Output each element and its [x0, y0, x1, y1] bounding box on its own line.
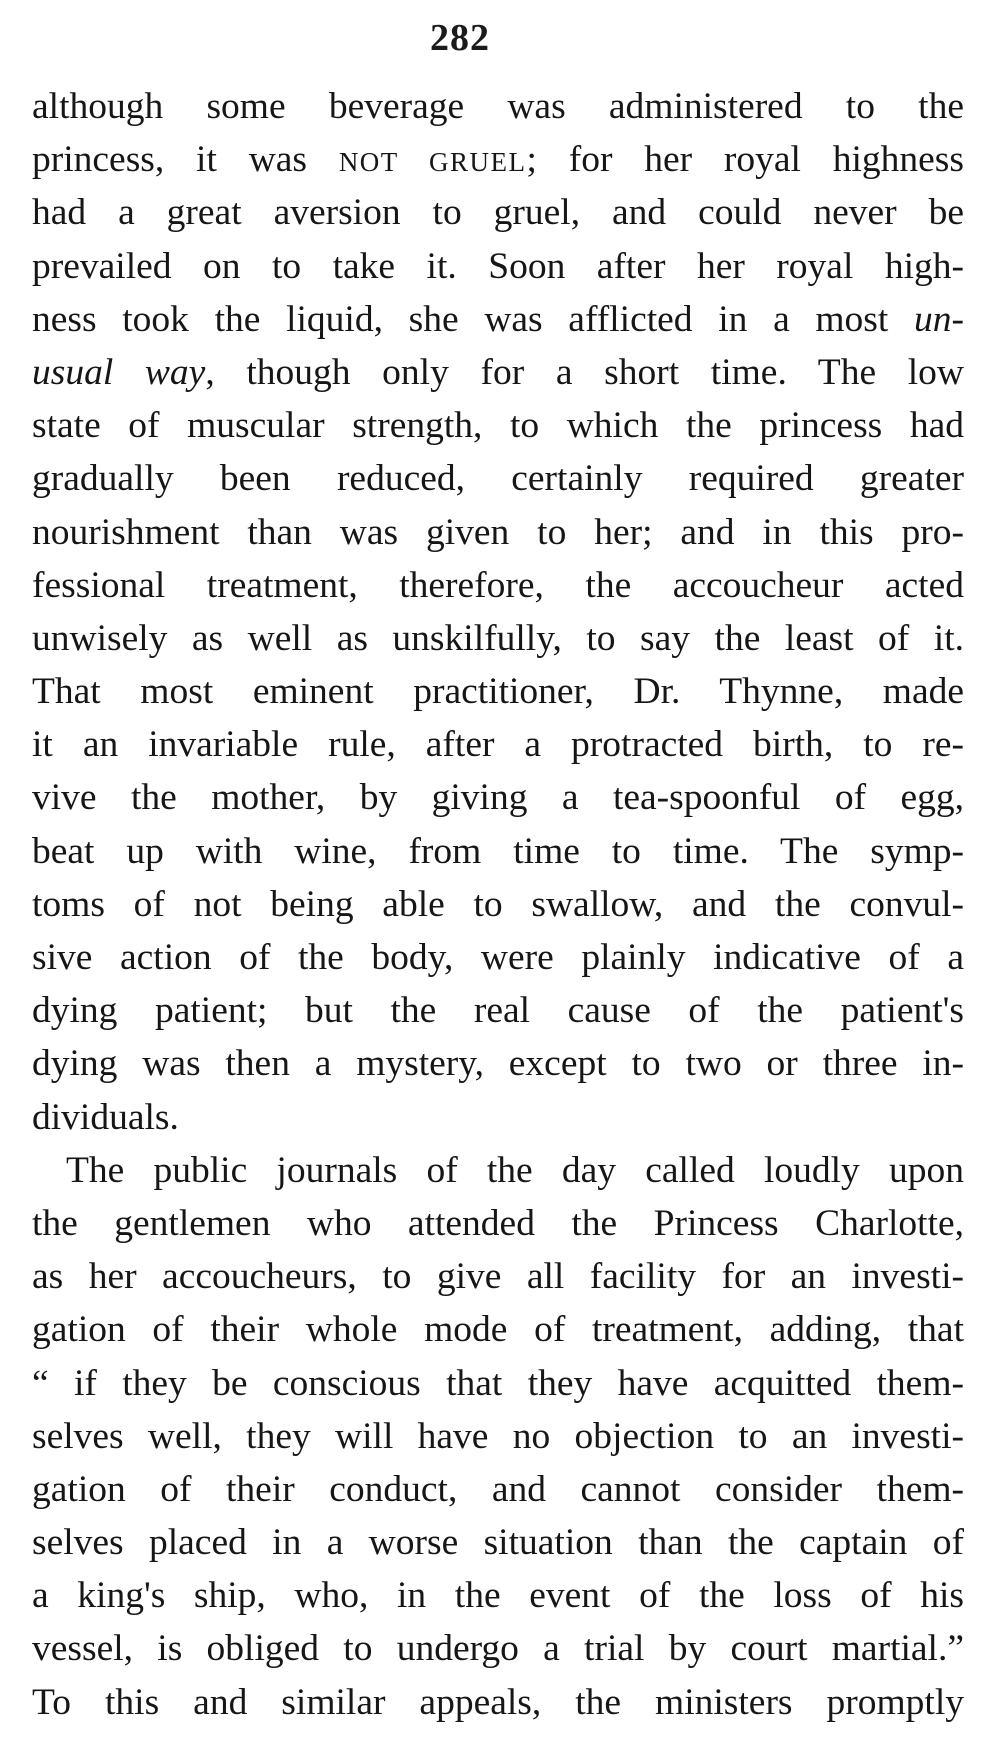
italic-emphasis: un- — [914, 298, 964, 340]
text-fragment: princess, it was — [32, 139, 339, 181]
text-line: nourishment than was given to her; and in this pro- — [32, 511, 964, 553]
text-fragment: ness took the liquid, she was afflicted in a most — [32, 298, 914, 340]
text-line: dividuals. — [32, 1096, 179, 1138]
text-line: unwisely as well as unskilfully, to say the least of it. — [32, 617, 964, 659]
text-line: gation of their conduct, and cannot consider them- — [32, 1468, 964, 1510]
text-fragment: ; for her royal highness — [526, 139, 964, 181]
text-line: state of muscular strength, to which the princess had — [32, 405, 964, 447]
text-line: selves well, they will have no objection to an investi- — [32, 1415, 964, 1457]
text-line: sive action of the body, were plainly indicative of a — [32, 937, 964, 978]
text-line: To this and similar appeals, the ministers promptly — [32, 1681, 964, 1723]
text-line: selves placed in a worse situation than the captain of — [32, 1522, 964, 1564]
text-line: gradually been reduced, certainly required greater — [32, 458, 964, 500]
text-line: The public journals of the day called loudly upon — [66, 1149, 964, 1191]
text-line: prevailed on to take it. Soon after her royal high- — [32, 245, 964, 287]
paragraph — [32, 1144, 964, 1729]
text-line: toms of not being able to swallow, and the convul- — [32, 883, 964, 925]
small-caps-emphasis: NOT GRUEL — [338, 147, 527, 178]
text-line: as her accoucheurs, to give all facility for an investi- — [32, 1256, 964, 1298]
text-line: dying was then a mystery, except to two or three in- — [32, 1043, 964, 1085]
page-number: 282 — [430, 17, 490, 59]
text-line: a king's ship, who, in the event of the loss of his — [32, 1575, 964, 1617]
text-line: it an invariable rule, after a protracted birth, to re- — [32, 724, 964, 766]
text-line: the gentlemen who attended the Princess Charlotte, — [32, 1202, 964, 1244]
paragraph — [32, 80, 964, 1144]
text-line: had a great aversion to gruel, and could never be — [32, 192, 964, 234]
text-line: vive the mother, by giving a tea-spoonful of egg, — [32, 777, 964, 819]
italic-emphasis: usual way — [32, 351, 206, 393]
text-line — [32, 293, 964, 346]
text-line — [32, 346, 964, 399]
text-line — [32, 133, 964, 186]
text-line: although some beverage was administered to the — [32, 86, 964, 127]
text-line: That most eminent practitioner, Dr. Thynne, made — [32, 671, 964, 713]
text-line: vessel, is obliged to undergo a trial by court martial.” — [32, 1628, 964, 1670]
text-line: dying patient; but the real cause of the patient's — [32, 990, 964, 1032]
body-text — [32, 80, 964, 1729]
text-line: “ if they be conscious that they have acquitted them- — [32, 1362, 964, 1404]
text-fragment: , though only for a short time. The low — [205, 351, 965, 393]
text-line: beat up with wine, from time to time. The symp- — [32, 830, 964, 872]
text-line: fessional treatment, therefore, the accoucheur acted — [32, 564, 964, 606]
text-line: gation of their whole mode of treatment, adding, that — [32, 1309, 964, 1351]
